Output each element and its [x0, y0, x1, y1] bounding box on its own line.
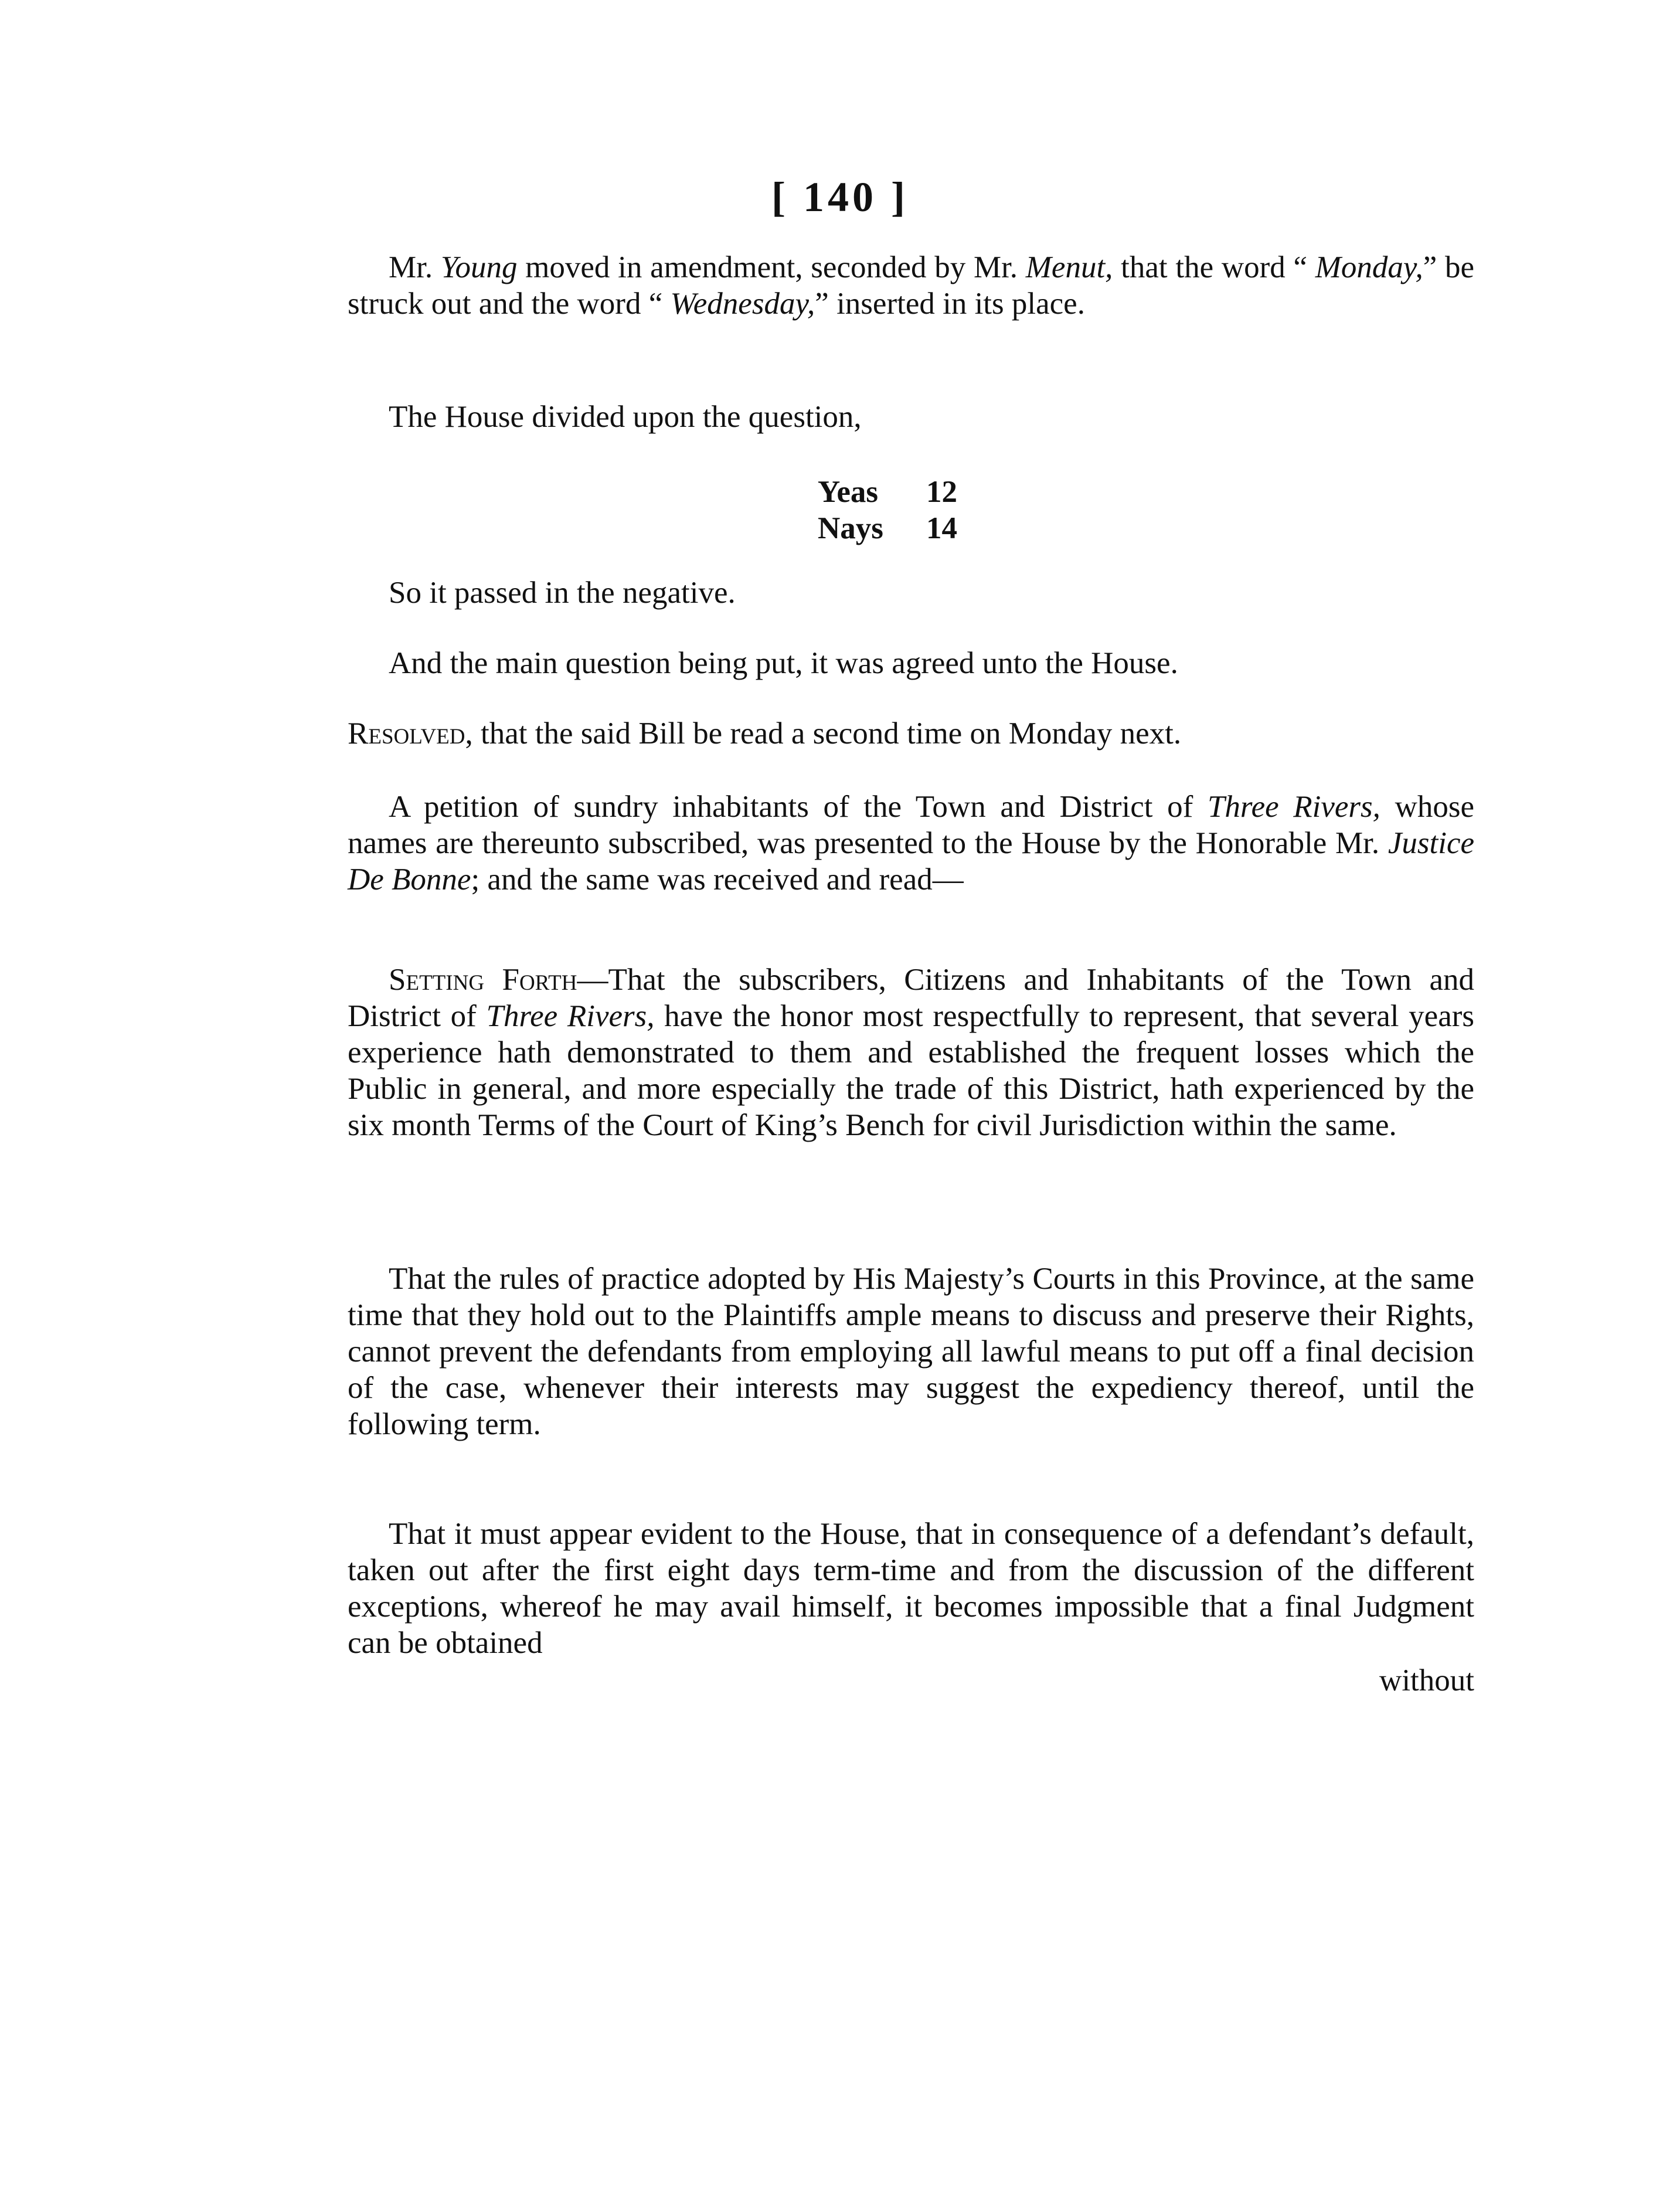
text-run: A petition of sundry inhabitants of the Town and District of — [389, 790, 1208, 824]
paragraph-setting-forth — [348, 962, 1474, 1143]
resolved-lead: Resolved, — [348, 717, 473, 751]
vote-count: 12 — [926, 475, 957, 509]
text-run: ” be struck out and the word “ — [348, 250, 1474, 321]
text-run: whose names are thereunto subscribed, was presented to the House by the Honorable Mr. — [348, 790, 1474, 860]
vote-row-yeas — [818, 474, 957, 510]
vote-label: Nays — [818, 511, 883, 545]
vote-tally — [818, 474, 957, 546]
quoted-word: Monday, — [1315, 250, 1423, 284]
text-run: ; and the same was received and read— — [471, 863, 964, 897]
paragraph-resolved — [348, 715, 1474, 752]
vote-count: 14 — [926, 511, 957, 545]
paragraph-division: The House divided upon the question, — [389, 400, 862, 434]
place-name: Three Rivers, — [486, 999, 655, 1033]
text-run: that the word “ — [1113, 250, 1315, 284]
paragraph-petition — [348, 789, 1474, 898]
text-run: ” inserted in its place. — [815, 287, 1085, 321]
setting-forth-lead: Setting Forth — [389, 963, 577, 997]
paragraph-amendment — [348, 249, 1474, 322]
vote-label: Yeas — [818, 475, 879, 509]
quoted-word: Wednesday, — [670, 287, 815, 321]
text-run: that the said Bill be read a second time on Monday next. — [472, 717, 1182, 751]
person-name: Justice De Bonne — [348, 826, 1474, 897]
paragraph-main-question: And the main question being put, it was agreed unto the House. — [389, 646, 1178, 680]
catchword: without — [1379, 1663, 1474, 1697]
person-name: Menut, — [1025, 250, 1113, 284]
page-number: [ 140 ] — [771, 174, 909, 220]
place-name: Three Rivers, — [1207, 790, 1380, 824]
paragraph-negative: So it passed in the negative. — [389, 576, 736, 610]
paragraph-evident: That it must appear evident to the House, that in consequence of a defendant’s default, taken out after the first eight days term-time and from the discussion of the different exceptions, whereof he may avail himself, it becomes impossible that a final Judgment can be obtained — [348, 1517, 1474, 1660]
person-name: Young — [440, 250, 518, 284]
vote-row-nays — [818, 510, 957, 546]
text-run: —That the subscribers, Citizens and Inhabitants of the Town and District of — [348, 963, 1474, 1033]
text-run: moved in amendment, seconded by Mr. — [517, 250, 1026, 284]
paragraph-rules-of-practice: That the rules of practice adopted by His Majesty’s Courts in this Province, at the same time that they hold out to the Plaintiffs ample means to discuss and preserve their Rights, cannot prevent the defendants from employing all lawful means to put off a final decision of the case, whenever their interests may suggest the expediency thereof, until the following term. — [348, 1262, 1474, 1441]
text-run: have the honor most respectfully to represent, that several years experience hath demonstrated to them and established the frequent losses which the Public in general, and more especially the trade of this District, hath experienced by the six month Terms of the Court of King’s Bench for civil Jurisdiction within the same. — [348, 999, 1475, 1142]
text-run: Mr. — [389, 250, 441, 284]
